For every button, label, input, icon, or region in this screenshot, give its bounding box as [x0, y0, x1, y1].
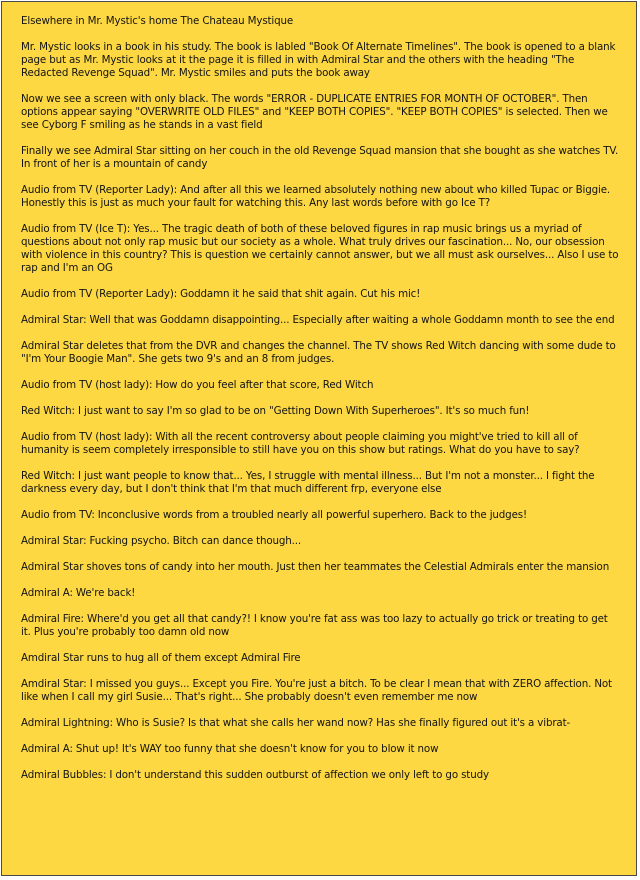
paragraph-admiral-star-couch: Finally we see Admiral Star sitting on her couch in the old Revenge Squad mansion that she bought as she watches TV. In front of her is a mountain of candy: [21, 145, 619, 170]
paragraph-host-lady-2: Audio from TV (host lady): With all the recent controversy about people claiming you might've tried to kill all of humanity is seem completely irresponsible to still have you on this show but ratings. What do you have to say?: [21, 431, 580, 456]
paragraph-mystic-book: Mr. Mystic looks in a book in his study. The book is labled "Book Of Alternate Timelines". The book is opened to a blank page but as Mr. Mystic looks at it the page it is filled in with Admiral Star and the others with the heading "The Redacted Revenge Squad". Mr. Mystic smiles and puts the book away: [21, 41, 616, 79]
paragraph-admiral-bubbles: Admiral Bubbles: I don't understand this sudden outburst of affection we only left to go study: [21, 769, 489, 781]
paragraph-admiral-star-3: Amdiral Star: I missed you guys... Except you Fire. You're just a bitch. To be clear I mean that with ZERO affection. Not like when I call my girl Susie... That's right... She probably doesn't even remember me now: [21, 678, 612, 703]
paragraph-admiral-a-1: Admiral A: We're back!: [21, 587, 136, 599]
document-page: [1, 1, 637, 876]
paragraph-admiral-a-2: Admiral A: Shut up! It's WAY too funny that she doesn't know for you to blow it now: [21, 743, 439, 755]
paragraph-host-lady-1: Audio from TV (host lady): How do you feel after that score, Red Witch: [21, 379, 374, 391]
paragraph-error-screen: Now we see a screen with only black. The words "ERROR - DUPLICATE ENTRIES FOR MONTH OF OCTOBER". Then options appear saying "OVERWRITE OLD FILES" and "KEEP BOTH COPIES". "KEEP BOTH COPIES" is selected. Then we see Cyborg F smiling as he stands in a vast field: [21, 93, 608, 131]
paragraph-dvr-channel: Admiral Star deletes that from the DVR and changes the channel. The TV shows Red Witch dancing with some dude to "I'm Your Boogie Man". She gets two 9's and an 8 from judges.: [21, 340, 616, 365]
paragraph-hug: Amdiral Star runs to hug all of them except Admiral Fire: [21, 652, 301, 664]
paragraph-red-witch-2: Red Witch: I just want people to know that... Yes, I struggle with mental illness... But I'm not a monster... I fight the darkness every day, but I don't think that I'm that much different frp, everyone else: [21, 470, 595, 495]
paragraph-admiral-fire: Admiral Fire: Where'd you get all that candy?! I know you're fat ass was too lazy to actually go trick or treating to get it. Plus you're probably too damn old now: [21, 613, 608, 638]
paragraph-tv-audio: Audio from TV: Inconclusive words from a troubled nearly all powerful superhero. Back to the judges!: [21, 509, 527, 521]
paragraph-admiral-lightning: Admiral Lightning: Who is Susie? Is that what she calls her wand now? Has she finally figured out it's a vibrat-: [21, 717, 571, 729]
paragraph-reporter-lady-2: Audio from TV (Reporter Lady): Goddamn it he said that shit again. Cut his mic!: [21, 288, 421, 300]
paragraph-reporter-lady-1: Audio from TV (Reporter Lady): And after all this we learned absolutely nothing new about who killed Tupac or Biggie. Honestly this is just as much your fault for watching this. Any last words before with go Ice T?: [21, 184, 611, 209]
paragraph-scene-heading: Elsewhere in Mr. Mystic's home The Chateau Mystique: [21, 15, 294, 27]
paragraph-ice-t: Audio from TV (Ice T): Yes... The tragic death of both of these beloved figures in rap music brings us a myriad of questions about not only rap music but our society as a whole. What truly drives our fascination... No, our obsession with violence in this country? This is question we certainly cannot answer, but we all must ask ourselves... Also I use to rap and I'm an OG: [21, 223, 619, 274]
paragraph-admiral-star-1: Admiral Star: Well that was Goddamn disappointing... Especially after waiting a whole Goddamn month to see the end: [21, 314, 615, 326]
paragraph-admiral-star-2: Admiral Star: Fucking psycho. Bitch can dance though...: [21, 535, 302, 547]
paragraph-red-witch-1: Red Witch: I just want to say I'm so glad to be on "Getting Down With Superheroes". It's so much fun!: [21, 405, 530, 417]
paragraph-candy-teammates: Admiral Star shoves tons of candy into her mouth. Just then her teammates the Celestial Admirals enter the mansion: [21, 561, 610, 573]
